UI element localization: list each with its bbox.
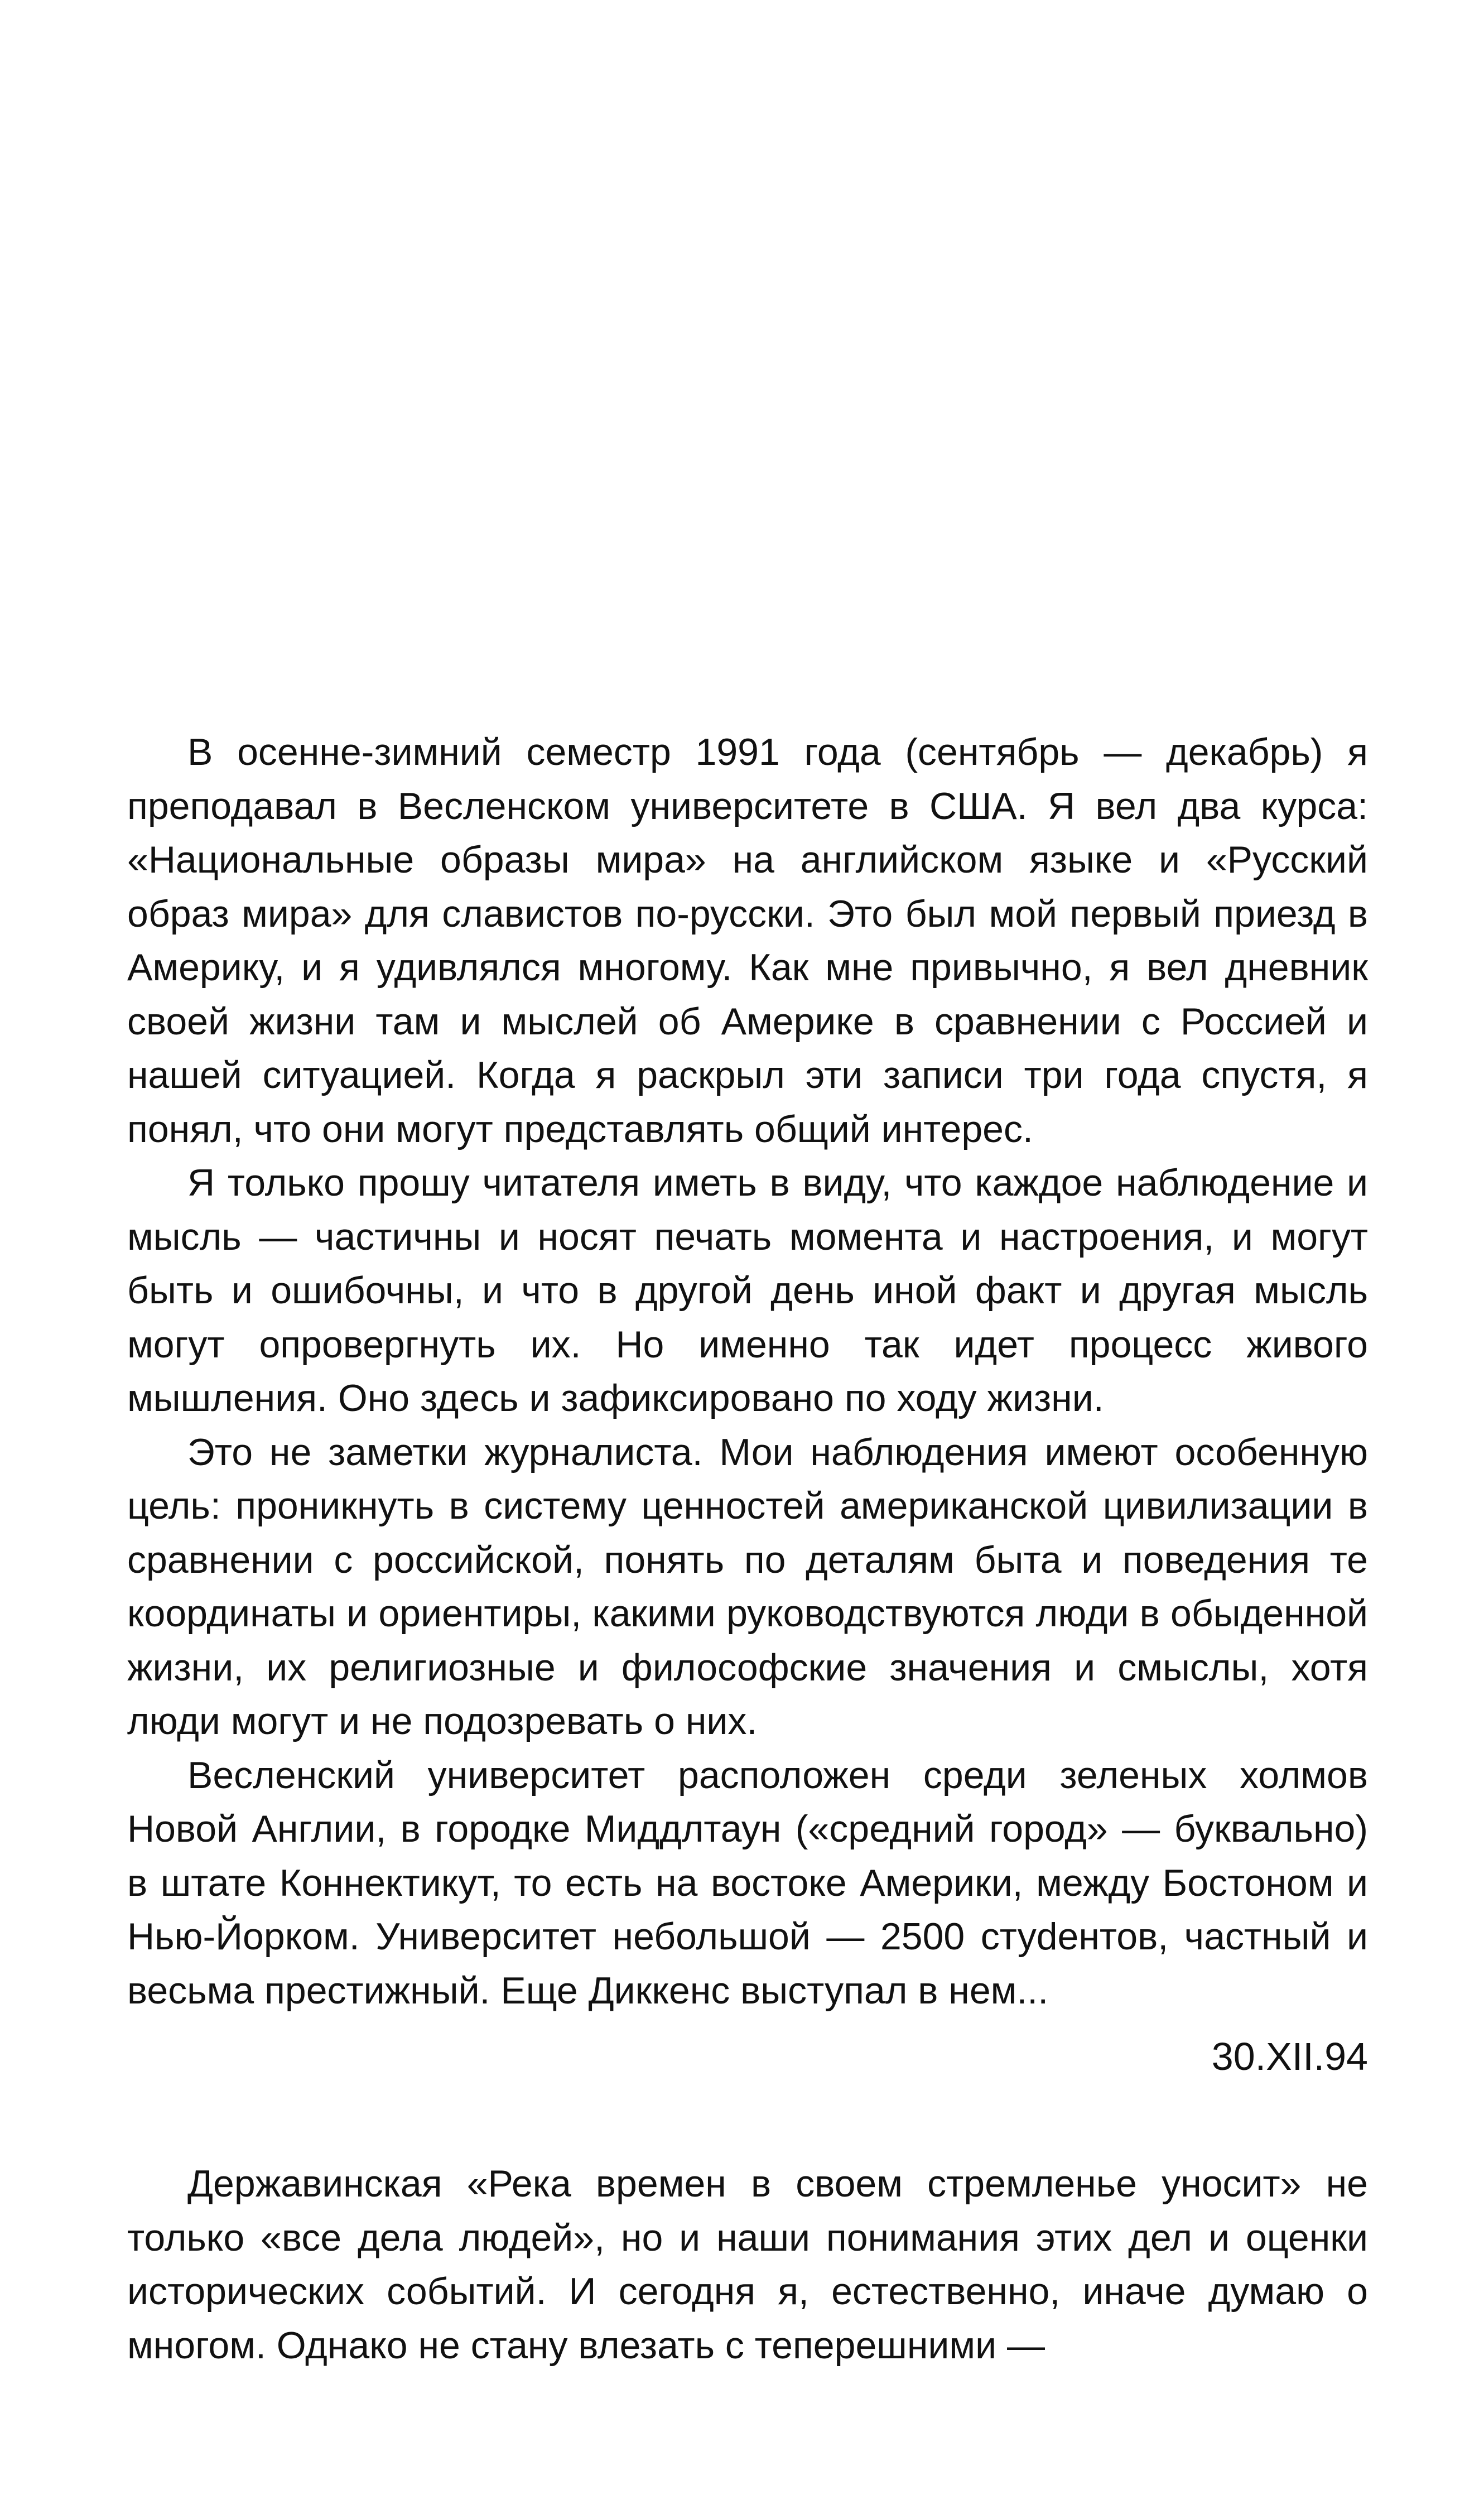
- paragraph-3: Это не заметки журналиста. Мои наблюдения имеют особенную цель: проникнуть в систему ценностей американской цивилизации в сравнении с российской, понять по деталям быта и поведения те координаты и ориентиры, какими руководствуются люди в обыденной жизни, их религиозные и философские значения и смыслы, хотя люди могут и не подозревать о них.: [127, 1430, 1368, 1742]
- section-break: [127, 2083, 1368, 2157]
- paragraph-4: Весленский университет расположен среди зеленых холмов Новой Англии, в городке Миддлтаун («средний город» — буквально) в штате Коннектикут, то есть на востоке Америки, между Бостоном и Нью-Йорком. Университет небольшой — 2500 стуdентов, частный и весьма престижный. Еще Диккенс выступал в нем...: [127, 1754, 1368, 2012]
- entry-date: 30.XII.94: [1211, 2035, 1368, 2078]
- paragraph-2: Я только прошу читателя иметь в виду, что каждое наблюдение и мысль — частичны и носят печать момента и настроения, и могут быть и ошибочны, и что в другой день иной факт и другая мысль могут опровергнуть их. Но именно так идет процесс живого мышления. Оно здесь и зафиксировано по ходу жизни.: [127, 1162, 1368, 1419]
- closing-paragraph: Державинская «Река времен в своем стремленье уносит» не только «все дела людей», но и наши понимания этих дел и оценки исторических событий. И сегодня я, естественно, иначе думаю о многом. Однако не стану влезать с теперешними —: [127, 2162, 1368, 2367]
- text-column: [127, 725, 1368, 2372]
- paragraph-1: В осенне-зимний семестр 1991 года (сентябрь — декабрь) я преподавал в Весленском университете в США. Я вел два курса: «Национальные образы мира» на английском языке и «Русский образ мира» для славистов по-русски. Это был мой первый приезд в Америку, и я удивлялся многому. Как мне привычно, я вел дневник своей жизни там и мыслей об Америке в сравнении с Россией и нашей ситуацией. Когда я раскрыл эти записи три года спустя, я понял, что они могут представлять общий интерес.: [127, 731, 1368, 1150]
